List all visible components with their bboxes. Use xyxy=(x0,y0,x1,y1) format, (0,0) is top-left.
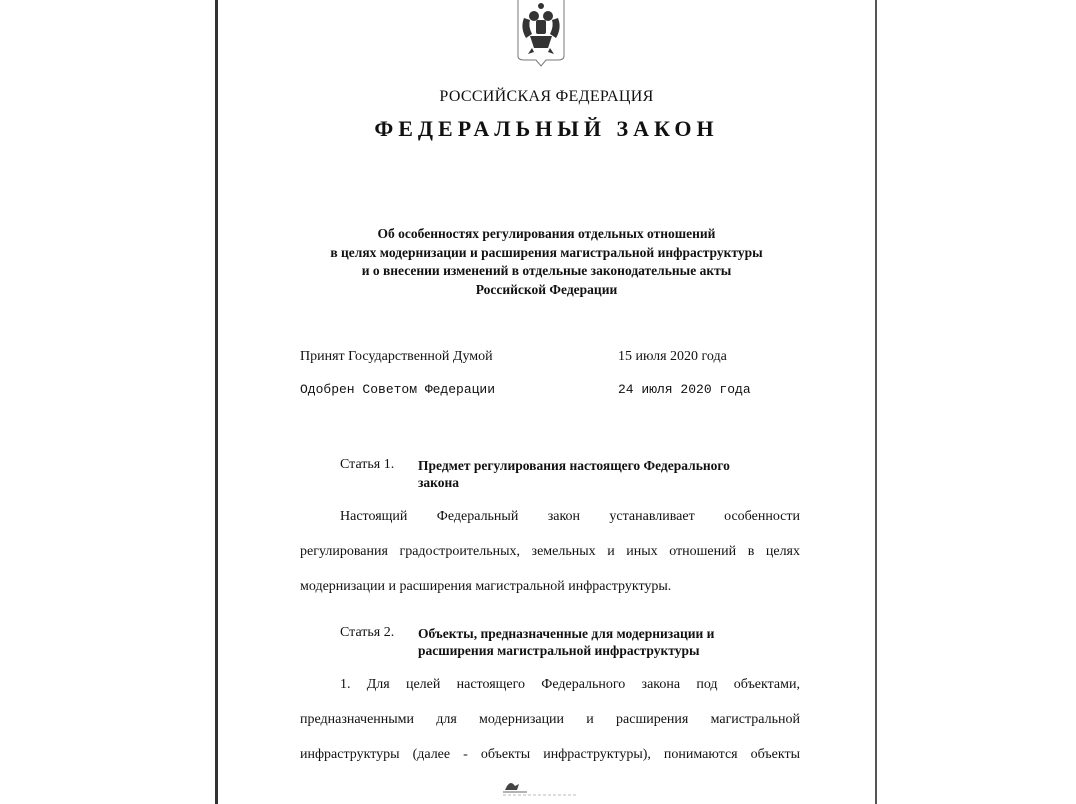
article-1-number: Статья 1. xyxy=(340,457,395,472)
article-title-line: закона xyxy=(418,475,460,490)
law-title-line: и о внесении изменений в отдельные законодательные акты xyxy=(361,263,732,278)
approved-by-council-date: 24 июля 2020 года xyxy=(618,382,751,397)
law-title-line: в целях модернизации и расширения магистральной инфраструктуры xyxy=(330,244,763,260)
adopted-by-duma-date: 15 июля 2020 года xyxy=(618,349,727,364)
adopted-by-duma-label: Принят Государственной Думой xyxy=(300,349,493,364)
article-2-paragraph-line: 1. Для целей настоящего Федерального закона под объектами, xyxy=(340,677,800,692)
article-title-line: Предмет регулирования настоящего Федерального xyxy=(418,458,730,473)
law-title xyxy=(218,225,875,299)
article-1-paragraph-line: Настоящий Федеральный закон устанавливает особенности xyxy=(340,509,800,524)
publisher-logo-icon xyxy=(501,778,581,798)
article-2-title xyxy=(418,625,798,659)
law-title-line: Российской Федерации xyxy=(475,281,618,297)
article-title-line: расширения магистральной инфраструктуры xyxy=(418,643,700,658)
article-2-paragraph-line: инфраструктуры (далее - объекты инфраструктуры), понимаются объекты xyxy=(300,747,800,762)
article-2-paragraph-line: предназначенными для модернизации и расширения магистральной xyxy=(300,712,800,727)
article-1-paragraph-line: регулирования градостроительных, земельных и иных отношений в целях xyxy=(300,544,800,559)
article-1-paragraph-line: модернизации и расширения магистральной инфраструктуры. xyxy=(300,579,672,594)
law-type-heading: ФЕДЕРАЛЬНЫЙ ЗАКОН xyxy=(374,116,719,141)
document-page xyxy=(215,0,877,804)
approved-by-council-label: Одобрен Советом Федерации xyxy=(300,382,496,397)
article-title-line: Объекты, предназначенные для модернизации и xyxy=(418,626,715,641)
article-2-number: Статья 2. xyxy=(340,625,395,640)
law-title-line: Об особенностях регулирования отдельных отношений xyxy=(377,226,716,241)
russian-coat-of-arms-icon xyxy=(516,0,566,70)
article-1-title xyxy=(418,457,798,491)
country-heading: РОССИЙСКАЯ ФЕДЕРАЦИЯ xyxy=(439,88,654,105)
